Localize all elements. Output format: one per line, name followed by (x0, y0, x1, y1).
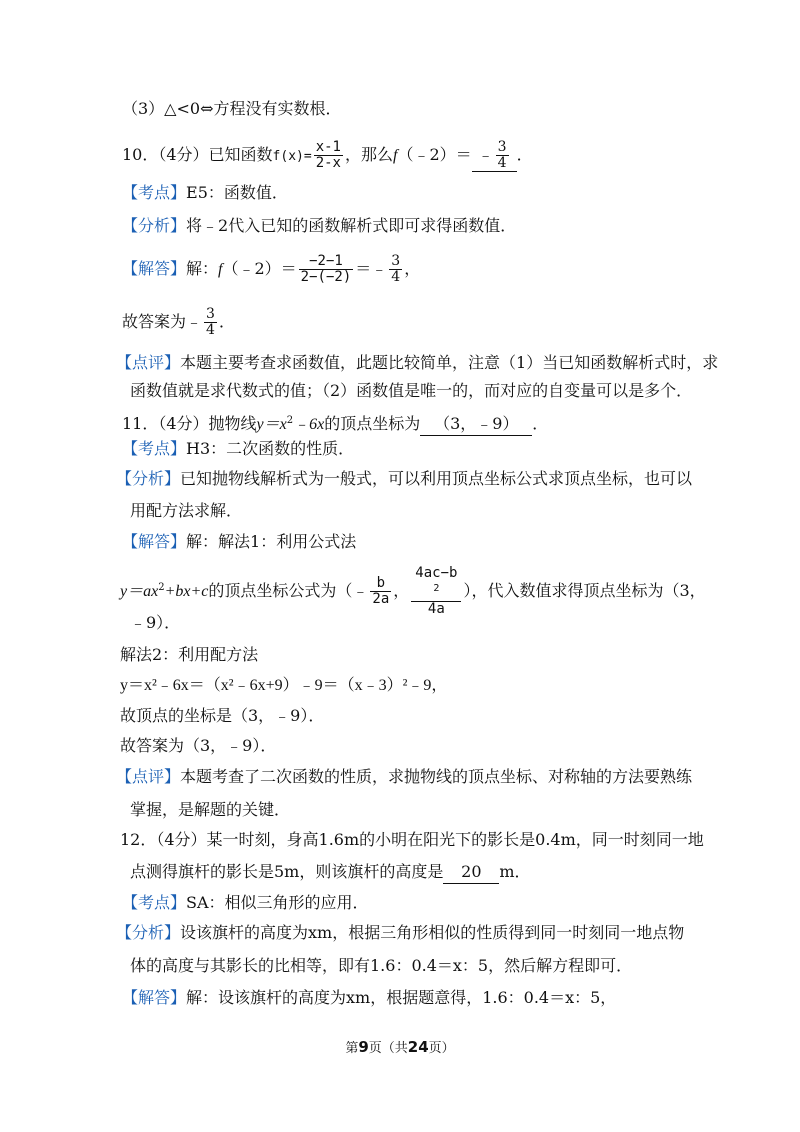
fenxi-line: 【分析】将﹣2代入已知的函数解析式即可求得函数值． (122, 216, 517, 235)
kaodian-line: 【考点】H3：二次函数的性质． (122, 439, 355, 458)
answer-blank: （3，﹣9） (420, 413, 532, 436)
text-line: 体的高度与其影长的比相等，即有1.6：0.4＝x：5，然后解方程即可． (130, 956, 633, 975)
text: f(x)= (272, 149, 312, 164)
fraction: $\frac{x-1}{2-x}$ (315, 139, 341, 171)
text-line: 解法2：利用配方法 (120, 645, 259, 664)
answer-blank: 20 (443, 861, 499, 884)
text-line: 点测得旗杆的影长是5m，则该旗杆的高度是 20 m． (130, 861, 531, 884)
question-12: 12．（4分）某一时刻，身高1.6m的小明在阳光下的影长是0.4m，同一时刻同一地 (120, 830, 704, 849)
text-line: 故顶点的坐标是（3，﹣9）． (120, 706, 325, 725)
text-line: 函数值就是求代数式的值；（2）函数值是唯一的，而对应的自变量可以是多个． (130, 381, 693, 400)
jieda-line: 【解答】解：f（﹣2）＝ $\frac{-2-1}{2-(-2)}$ ＝﹣ $\frac{3}{4}$ ， (122, 253, 421, 285)
text-line: 故答案为（3，﹣9）． (120, 736, 277, 755)
jieda-line: 【解答】解：解法1：利用公式法 (122, 532, 357, 551)
text-line: 掌握，是解题的关键． (130, 800, 291, 819)
jieda-line: 【解答】解：设该旗杆的高度为xm，根据题意得，1.6：0.4＝x：5， (122, 988, 617, 1007)
answer-blank: ﹣ $\frac{3}{4}$ (472, 140, 517, 172)
text-line: 用配方法求解． (130, 501, 243, 520)
text: ，那么 (344, 145, 393, 164)
dianping-line: 【点评】本题主要考查求函数值，此题比较简单，注意（1）当已知函数解析式时，求 (116, 353, 719, 372)
question-10: 10．（4分）已知函数f(x)= $\frac{x-1}{2-x}$ ，那么f（﹣2）＝ ﹣ $\frac{3}{4}$ ． (122, 139, 533, 171)
fenxi-line: 【分析】已知抛物线解析式为一般式，可以利用顶点坐标公式求顶点坐标，也可以 (116, 469, 693, 488)
text-line: ﹣9）． (130, 613, 181, 632)
page-footer: 第9页（共24页） (345, 1038, 455, 1056)
dianping-line: 【点评】本题考查了二次函数的性质，求抛物线的顶点坐标、对称轴的方法要熟练 (116, 767, 693, 786)
text-line: （3）△<0⇔方程没有实数根． (122, 99, 342, 118)
answer-line: 故答案为﹣ $\frac{3}{4}$ ． (122, 306, 235, 338)
text: 10．（4分）已知函数 (122, 145, 273, 164)
kaodian-line: 【考点】SA：相似三角形的应用． (122, 893, 369, 912)
question-11: 11．（4分）抛物线$y=x^2﹣6x$的顶点坐标为 （3，﹣9） ． (122, 410, 548, 436)
kaodian-line: 【考点】E5：函数值． (122, 183, 288, 202)
fenxi-line: 【分析】设该旗杆的高度为xm，根据三角形相似的性质得到同一时刻同一地点物 (116, 923, 685, 942)
text-line: y＝x²﹣6x＝（x²﹣6x+9）﹣9＝（x﹣3）²﹣9， (120, 677, 448, 694)
formula-line: $y=ax^2+bx+c$的顶点坐标公式为（﹣ $\frac{b}{2a}$ ， 4ac−b $^2$ 4a ），代入数值求得顶点坐标为（3， (120, 565, 706, 617)
